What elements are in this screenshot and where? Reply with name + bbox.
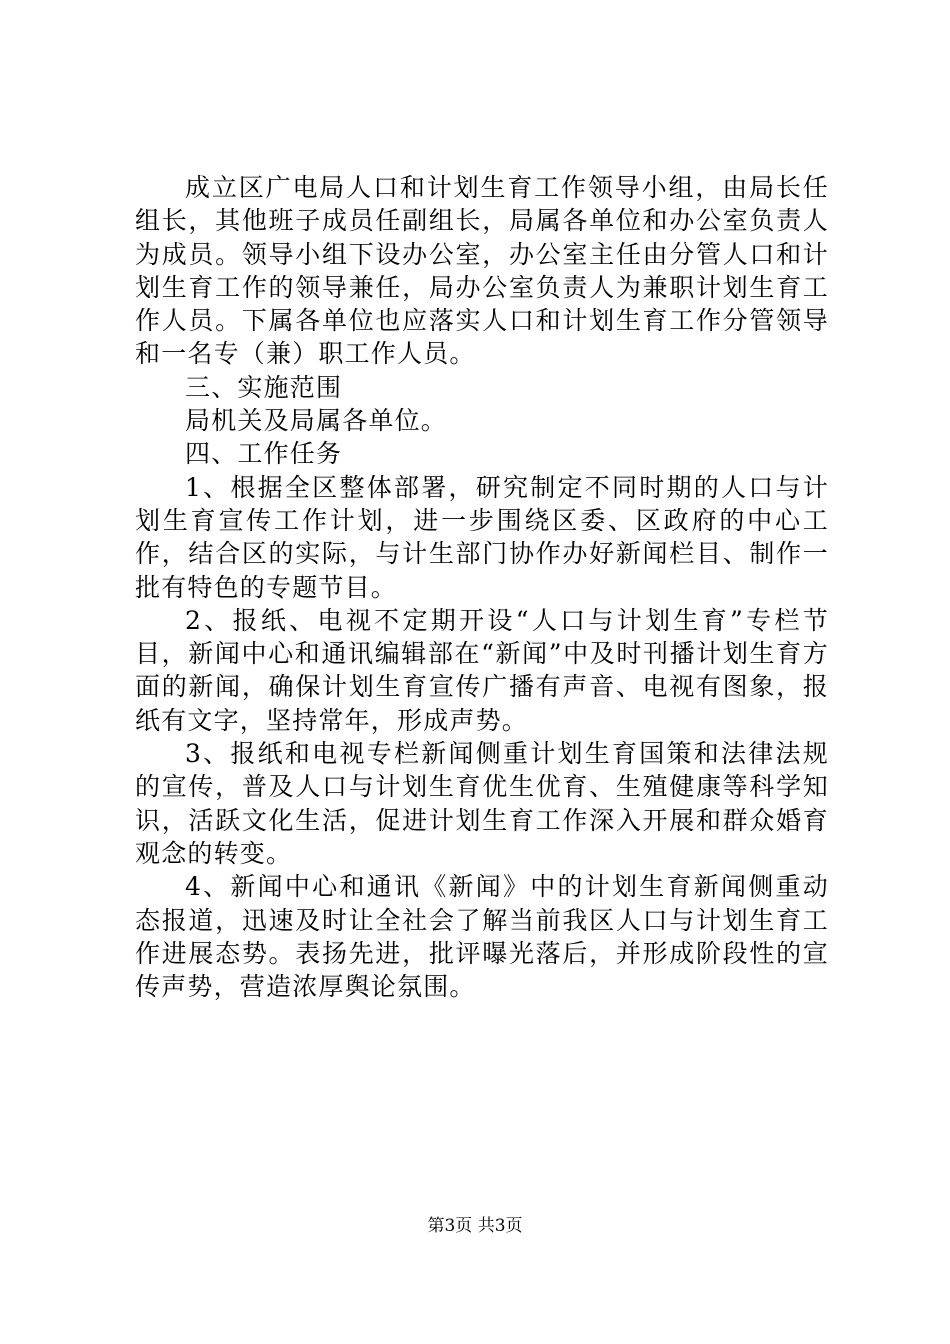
page-footer: 第3页 共3页 — [427, 1216, 523, 1236]
paragraph-scope: 局机关及局属各单位。 — [185, 406, 448, 436]
paragraph-task-3: 3、报纸和电视专栏新闻侧重计划生育国策和法律法规的宣传，普及人口与计划生育优生优育、生殖健康等科学知识，活跃文化生活，促进计划生育工作深入开展和群众婚育观念的转变。 — [135, 739, 829, 868]
paragraph-task-2: 2、报纸、电视不定期开设“人口与计划生育”专栏节目，新闻中心和通讯编辑部在“新闻”中及时刊播计划生育方面的新闻，确保计划生育宣传广播有声音、电视有图象，报纸有文字，坚持常年，形成声势。 — [135, 605, 829, 735]
paragraph-leadership-group: 成立区广电局人口和计划生育工作领导小组，由局长任组长，其他班子成员任副组长，局属各单位和办公室负责人为成员。领导小组下设办公室，办公室主任由分管人口和计划生育工作的领导兼任，局办公室负责人为兼职计划生育工作人员。下属各单位也应落实人口和计划生育工作分管领导和一名专（兼）职工作人员。 — [135, 173, 829, 369]
paragraph-task-4: 4、新闻中心和通讯《新闻》中的计划生育新闻侧重动态报道，迅速及时让全社会了解当前我区人口与计划生育工作进展态势。表扬先进，批评曝光落后，并形成阶段性的宣传声势，营造浓厚舆论氛围。 — [135, 872, 829, 1002]
paragraph-task-1: 1、根据全区整体部署，研究制定不同时期的人口与计划生育宣传工作计划，进一步围绕区委、区政府的中心工作，结合区的实际，与计生部门协作办好新闻栏目、制作一批有特色的专题节目。 — [135, 472, 829, 602]
heading-implementation-scope: 三、实施范围 — [185, 372, 343, 402]
heading-work-tasks: 四、工作任务 — [185, 439, 343, 469]
document-body — [135, 171, 829, 1003]
